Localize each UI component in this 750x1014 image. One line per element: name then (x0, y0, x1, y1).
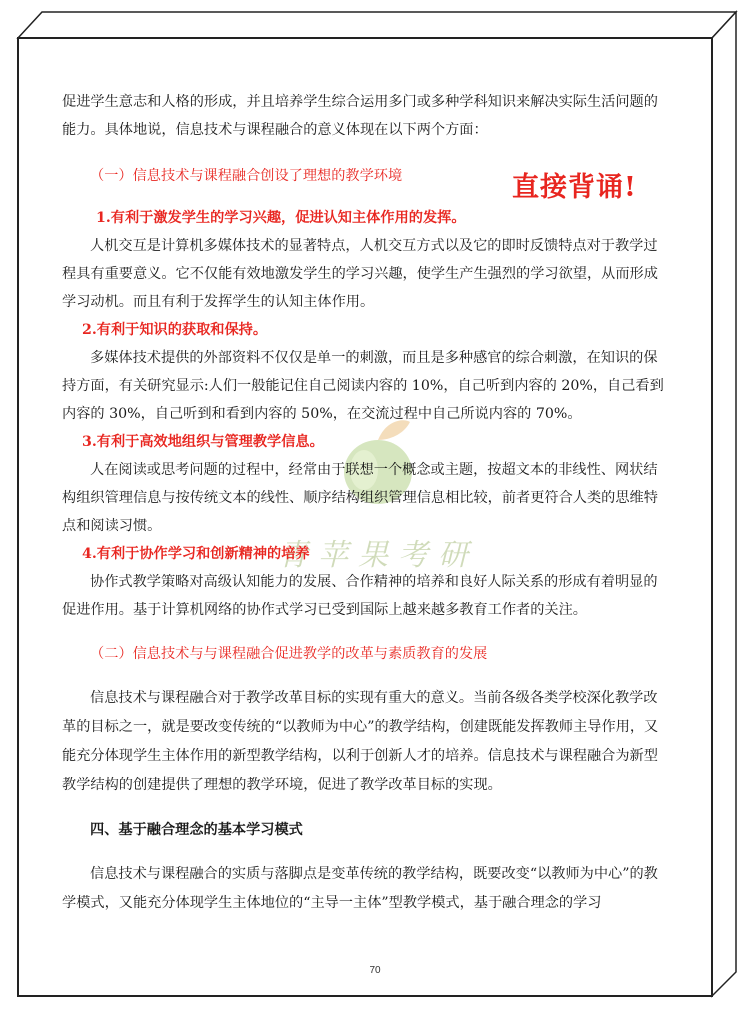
intro-paragraph: 促进学生意志和人格的形成，并且培养学生综合运用多门或多种学科知识来解决实际生活问题的能力。具体地说，信息技术与课程融合的意义体现在以下两个方面： (62, 94, 658, 138)
section2-title: （二）信息技术与与课程融合促进教学的改革与素质教育的发展 (90, 646, 488, 662)
section4-body: 信息技术与课程融合的实质与落脚点是变革传统的教学结构，既要改变“以教师为中心”的教学模式，又能充分体现学生主体地位的“主导一主体”型教学模式，基于融合理念的学习 (62, 866, 658, 911)
section1-title: （一）信息技术与课程融合创设了理想的教学环境 (90, 168, 403, 184)
item1-title: 1.有利于激发学生的学习兴趣，促进认知主体作用的发挥。 (96, 210, 466, 226)
watermark-text: 青苹果考研 (278, 538, 478, 573)
item3-body: 人在阅读或思考问题的过程中，经常由于联想一个概念或主题，按超文本的非线性、网状结构组织管理信息与按传统文本的线性、顺序结构组织管理信息相比较，前者更符合人类的思维特点和阅读习惯。 (62, 462, 658, 534)
section2-body: 信息技术与课程融合对于教学改革目标的实现有重大的意义。当前各级各类学校深化教学改革的目标之一，就是要改变传统的“以教师为中心”的教学结构，创建既能发挥教师主导作用，又能充分体现学生主体作用的新型教学结构，以利于创新人才的培养。信息技术与课程融合为新型教学结构的创建提供了理想的教学环境，促进了教学改革目标的实现。 (62, 690, 659, 793)
item4-title: 4.有利于协作学习和创新精神的培养 (82, 546, 310, 562)
item1-body: 人机交互是计算机多媒体技术的显著特点，人机交互方式以及它的即时反馈特点对于教学过程具有重要意义。它不仅能有效地激发学生的学习兴趣，使学生产生强烈的学习欲望，从而形成学习动机。而且有利于发挥学生的认知主体作用。 (62, 238, 658, 310)
item2-body: 多媒体技术提供的外部资料不仅仅是单一的刺激，而且是多种感官的综合刺激，在知识的保持方面，有关研究显示:人们一般能记住自己阅读内容的 10%，自己听到内容的 20%，自己看到内容的 30%，自己听到和看到内容的 50%，在交流过程中自己所说内容的 70%。 (62, 350, 664, 422)
item3-title: 3.有利于高效地组织与管理教学信息。 (82, 434, 324, 450)
document-body (62, 88, 670, 918)
item2-title: 2.有利于知识的获取和保持。 (82, 322, 268, 338)
item4-body: 协作式教学策略对高级认知能力的发展、合作精神的培养和良好人际关系的形成有着明显的促进作用。基于计算机网络的协作式学习已受到国际上越来越多教育工作者的关注。 (62, 574, 658, 618)
section4-title: 四、基于融合理念的基本学习模式 (90, 822, 303, 838)
page-number: 70 (369, 965, 381, 976)
memorize-stamp: 直接背诵! (512, 172, 637, 203)
